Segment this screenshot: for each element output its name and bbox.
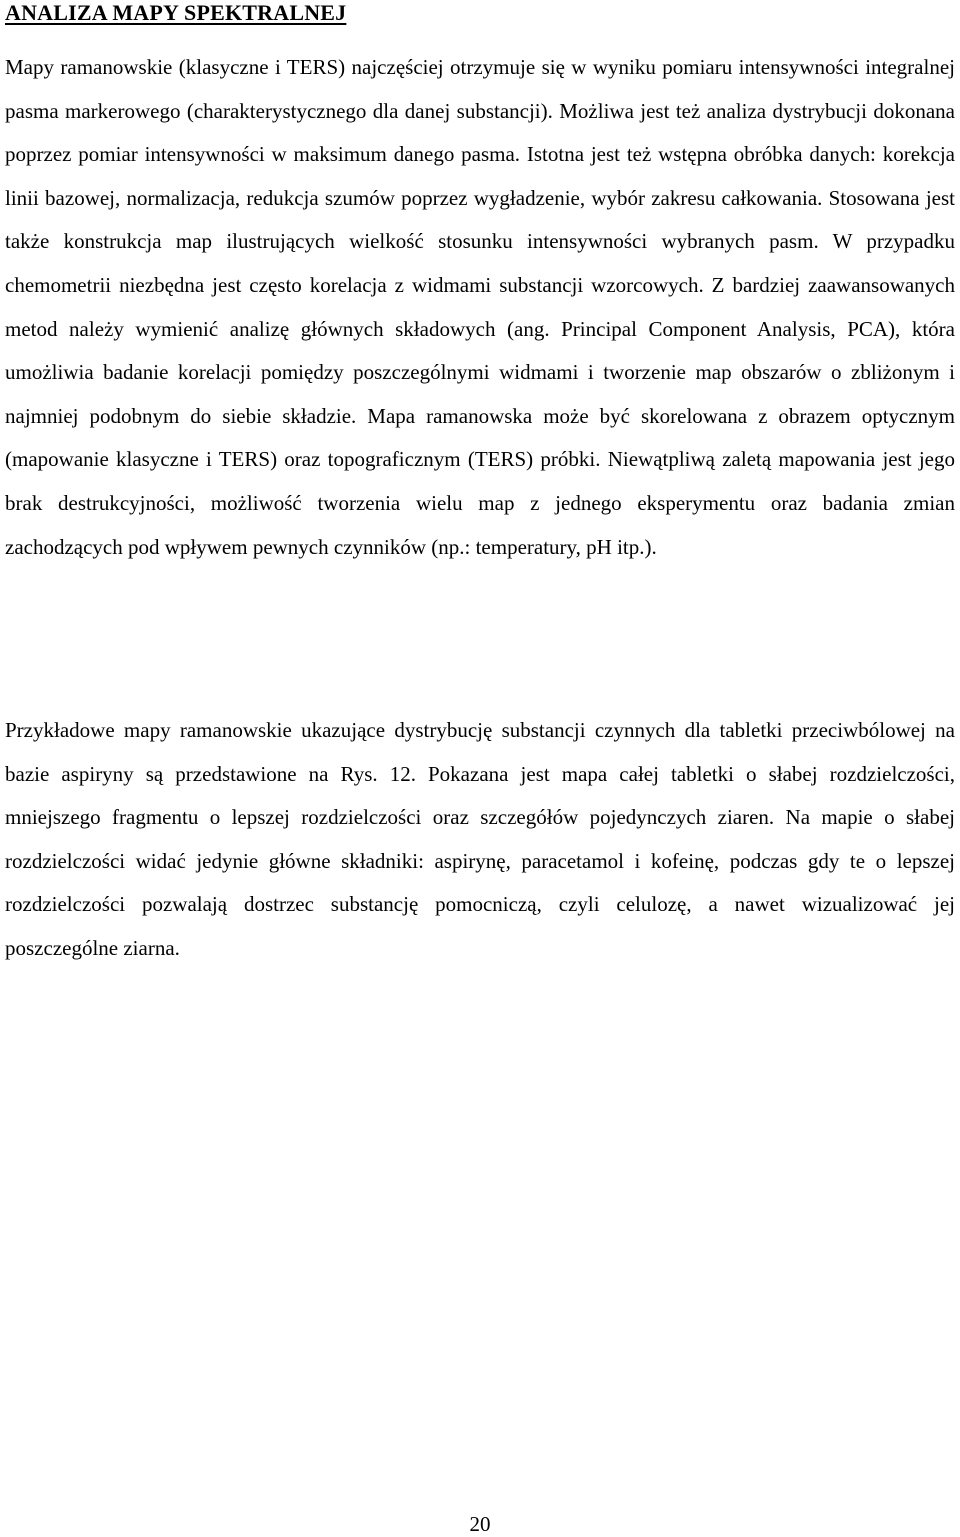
section-heading: ANALIZA MAPY SPEKTRALNEJ: [5, 0, 347, 25]
paragraph-raman-maps-analysis: Mapy ramanowskie (klasyczne i TERS) najczęściej otrzymuje się w wyniku pomiaru intensywności integralnej pasma markerowego (charakterystycznego dla danej substancji). Możliwa jest też analiza dystrybucji dokonana poprzez pomiar intensywności w maksimum danego pasma. Istotna jest też wstępna obróbka danych: korekcja linii bazowej, normalizacja, redukcja szumów poprzez wygładzenie, wybór zakresu całkowania. Stosowana jest także konstrukcja map ilustrujących wielkość stosunku intensywności wybranych pasm. W przypadku chemometrii niezbędna jest często korelacja z widmami substancji wzorcowych. Z bardziej zaawansowanych metod należy wymienić analizę głównych składowych (ang. Principal Component Analysis, PCA), która umożliwia badanie korelacji pomiędzy poszczególnymi widmami i tworzenie map obszarów o zbliżonym i najmniej podobnym do siebie składzie. Mapa ramanowska może być skorelowana z obrazem optycznym (mapowanie klasyczne i TERS) oraz topograficznym (TERS) próbki. Niewątpliwą zaletą mapowania jest jego brak destrukcyjności, możliwość tworzenia wielu map z jednego eksperymentu oraz badania zmian zachodzących pod wpływem pewnych czynników (np.: temperatury, pH itp.).: [5, 55, 955, 559]
page-number: 20: [469, 1512, 491, 1536]
paragraph-aspirin-tablet-example: Przykładowe mapy ramanowskie ukazujące dystrybucję substancji czynnych dla tabletki przeciwbólowej na bazie aspiryny są przedstawione na Rys. 12. Pokazana jest mapa całej tabletki o słabej rozdzielczości, mniejszego fragmentu o lepszej rozdzielczości oraz szczegółów pojedynczych ziaren. Na mapie o słabej rozdzielczości widać jedynie główne składniki: aspirynę, paracetamol i kofeinę, podczas gdy te o lepszej rozdzielczości pozwalają dostrzec substancję pomocniczą, czyli celulozę, a nawet wizualizować jej poszczególne ziarna.: [5, 718, 955, 960]
